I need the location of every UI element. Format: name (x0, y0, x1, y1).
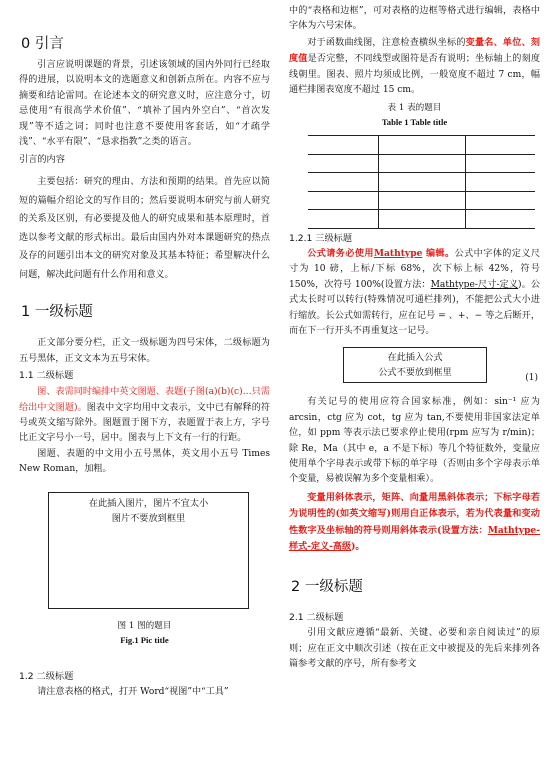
function-plot-highlight: 变量名、单位、刻度值 (289, 36, 540, 65)
equation-placeholder-line-2: 公式不要放到框里 (378, 367, 452, 379)
intro-content-heading: 引言的内容 (19, 154, 65, 166)
variables-setting-path: Mathtype-样式-定义-高级 (289, 524, 540, 553)
figure-caption-en: Fig.1 Pic title (120, 634, 169, 645)
figure-rules-rest: 图表中文字均用中文表示，文中已有解释的符号或英文缩写除外。图题置于图下方，表题置于表上方，字号比正文字号小一号，居中。图表与上下文有一行的行距。 (19, 402, 270, 444)
table-row (308, 154, 535, 173)
function-plot-text-a: 对于函数曲线图，注意检查横纵坐标的 (307, 37, 466, 48)
right-column (289, 0, 540, 673)
symbols-paragraph: 有关记号的使用应符合国家标准，例如：sin⁻¹ 应为 arcsin，ctg 应为 cot，tg 应为 tan,不要使用非国家法定单位，如 ppm 等表示法已要求停止使用(rpm 应写为 r/min)；除 Re，Ma（其中 e，a 不是下标）等几个特征数外，变量应使用单个字母表示或带下标的单字母（否则由多个字母表示单个变量，易被误解为多个变量相乘）。 (289, 397, 540, 485)
image-placeholder-box (48, 492, 249, 609)
figure-rules-highlight: 图、表需同时编排中英文图题、表题(子图(a)(b)(c)…只需给出中文图题)。 (19, 387, 270, 413)
references-paragraph: 引用文献应遵循“最新、关键、必要和亲自阅读过”的原则；应在正文中顺次引述（按在正文中被提及的先后来排列各篇参考文献的序号，所有参考文 (289, 628, 540, 670)
table-row (308, 210, 535, 229)
table-row (308, 173, 535, 192)
heading-level-1: 1 一级标题 (21, 304, 93, 321)
intro-paragraph-1: 引言应说明课题的背景，引述该领域的国内外同行已经取得的进展，以说明本文的选题意义和创新点所在。内容不应与摘要和结论雷同。在论述本文的研究意义时，应注意分寸，切忌使用“有很高学术价值”、“填补了国内外空白”、“首次发现”等不适之词；同时也注意不要使用客套话，如“才疏学浅”、“水平有限”、“恳求指教”之类的语言。 (19, 60, 270, 148)
intro-paragraph-2: 主要包括：研究的理由、方法和预期的结果。首先应以简短的篇幅介绍论文的写作目的；然后要说明本研究与前人研究的关系及区别，有必要提及他人的研究成果和基本原理时，首选以参考文献的形式标出。最后由国内外对本课题研究的热点及存的问题引出本文的研究对象及其基本特征；希望解决什么问题，解决此问题有什么作用和意义。 (19, 177, 270, 280)
left-column (19, 0, 270, 700)
figure-rules-paragraph (19, 385, 270, 447)
table-row (308, 136, 535, 155)
formula-highlight-mathtype: Mathtype (373, 247, 423, 259)
variables-paragraph (289, 490, 540, 556)
function-plot-text-b: 是否完整，不同线型或图符是否有说明；坐标轴上的刻度线朝里。图表、照片均须成比例，一般宽度不超过 7 cm，幅通栏排图表宽度不超过 15 cm。 (289, 54, 540, 96)
level1-paragraph: 正文部分要分栏，正文一级标题为四号宋体，二级标题为五号黑体，正文文本为五号宋体。 (19, 338, 270, 364)
function-plot-paragraph (289, 35, 540, 99)
formula-highlight-b: 编辑。 (422, 247, 455, 259)
variables-highlight-end: )。 (351, 541, 365, 553)
formula-paragraph (289, 246, 540, 339)
figure-caption-cn: 图 1 图的题目 (117, 620, 172, 631)
table-format-continued: 中的“表格和边框”，可对表格的边框等格式进行编辑，表格中字体为六号宋体。 (289, 6, 540, 32)
sample-table (308, 135, 535, 229)
figure-font-paragraph: 图题、表题的中文用小五号黑体，英文用小五号 Times New Roman，加粗。 (19, 448, 270, 475)
formula-text-2: )。公式太长时可以转行(特殊情况可通栏排列)，不能把公式大小进行缩放。长公式如需转行，应在记号 = 、+、− 等之后断开，而在下一行开头不再重复这一记号。 (289, 279, 540, 336)
table-caption-en: Table 1 Table title (381, 117, 448, 128)
formula-setting-path: Mathtype-尺寸-定义 (430, 279, 519, 290)
equation-placeholder-box (343, 347, 487, 383)
image-placeholder-line-1: 在此插入图片，图片不宜太小 (88, 497, 209, 509)
equation-placeholder-line-1: 在此插入公式 (387, 352, 443, 364)
heading-1-1: 1.1 二级标题 (19, 370, 74, 382)
table-row (308, 191, 535, 210)
table-format-paragraph: 请注意表格的格式，打开 Word“视图”中“工具” (37, 686, 229, 697)
heading-level-2: 2 一级标题 (291, 579, 363, 596)
formula-text-1: 公式中字体的定义尺寸为 10 磅，上标/下标 68%，次下标上标 42%，符号 150%，次符号 100%(设置方法： (289, 248, 540, 290)
equation-row (289, 347, 540, 387)
table-caption-cn: 表 1 表的题目 (387, 103, 442, 114)
image-placeholder-line-2: 图片不要放到框里 (111, 512, 186, 524)
heading-introduction: 0 引言 (21, 36, 64, 52)
equation-number: (1) (525, 373, 538, 384)
variables-highlight: 变量用斜体表示，矩阵、向量用黑斜体表示；下标字母若为说明性的(如英文缩写)则用白正体表示，若为代表量和变动性数字及坐标轴的符号则用斜体表示(设置方法： (289, 491, 540, 536)
heading-2-1: 2.1 二级标题 (289, 612, 344, 624)
heading-1-2: 1.2 二级标题 (19, 670, 74, 682)
heading-1-2-1: 1.2.1 三级标题 (289, 232, 353, 244)
formula-highlight-a: 公式请务必使用 (307, 247, 374, 259)
